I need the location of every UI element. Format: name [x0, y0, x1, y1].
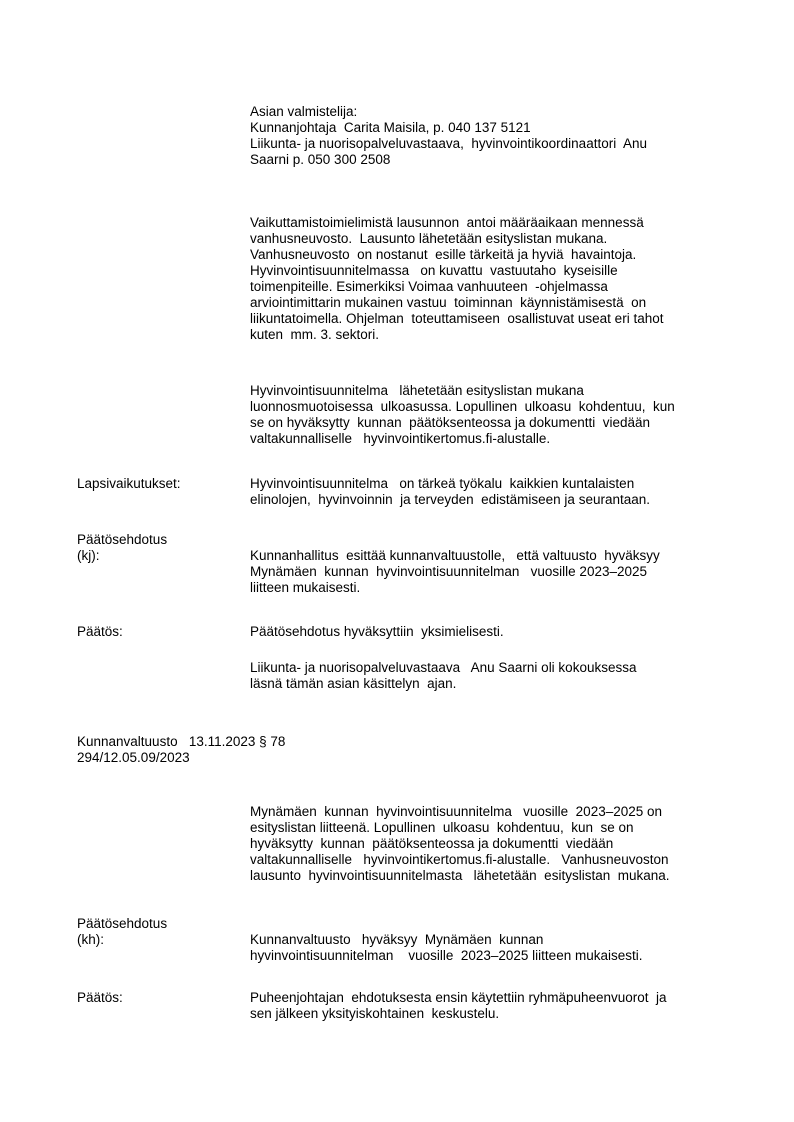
- paatos-kv-body: Puheenjohtajan ehdotuksesta ensin käytettiin ryhmäpuheenvuorot ja sen jälkeen yksityiskohtainen keskustelu.: [250, 990, 667, 1021]
- paatos-kh-body: Päätösehdotus hyväksyttiin yksimielisesti.: [250, 624, 504, 639]
- lapsivaikutukset-label: Lapsivaikutukset:: [77, 476, 181, 491]
- preparer-block: Asian valmistelija: Kunnanjohtaja Carita Maisila, p. 040 137 5121 Liikunta- ja nuorisopalveluvastaava, hyvinvointikoordinaattori Anu Saarni p. 050 300 2508: [250, 104, 647, 167]
- paatos-kh-label: Päätös:: [77, 624, 123, 639]
- valtuusto-heading: Kunnanvaltuusto 13.11.2023 § 78 294/12.05.09/2023: [77, 734, 286, 765]
- valtuusto-paragraph: Mynämäen kunnan hyvinvointisuunnitelma vuosille 2023–2025 on esityslistan liitteenä. Lopullinen ulkoasu kohdentuu, kun se on hyväksytty kunnan päätöksenteossa ja dokumentti viedään valtakunnalliselle hyvinvointikertomus.fi-alustalle. Vanhusneuvoston lausunto hyvinvointisuunnitelmasta lähetetään esityslistan mukana.: [250, 804, 670, 883]
- attendance-paragraph: Liikunta- ja nuorisopalveluvastaava Anu Saarni oli kokouksessa läsnä tämän asian käsittelyn ajan.: [250, 660, 637, 691]
- paatosehdotus-kj-label: Päätösehdotus (kj):: [77, 532, 168, 563]
- paatos-kv-label: Päätös:: [77, 990, 123, 1005]
- paatosehdotus-kh-label: Päätösehdotus (kh):: [77, 916, 168, 947]
- paatosehdotus-kh-body: Kunnanvaltuusto hyväksyy Mynämäen kunnan hyvinvointisuunnitelman vuosille 2023–2025 liitteen mukaisesti.: [250, 932, 643, 963]
- draft-layout-paragraph: Hyvinvointisuunnitelma lähetetään esityslistan mukana luonnosmuotoisessa ulkoasussa. Lopullinen ulkoasu kohdentuu, kun se on hyväksytty kunnan päätöksenteossa ja dokumentti viedään valtakunnalliselle hyvinvointikertomus.fi-alustalle.: [250, 383, 675, 446]
- lapsivaikutukset-body: Hyvinvointisuunnitelma on tärkeä työkalu kaikkien kuntalaisten elinolojen, hyvinvoinnin ja terveyden edistämiseen ja seurantaan.: [250, 476, 650, 507]
- statement-paragraph: Vaikuttamistoimielimistä lausunnon antoi määräaikaan mennessä vanhusneuvosto. Lausunto lähetetään esityslistan mukana. Vanhusneuvosto on nostanut esille tärkeitä ja hyviä havaintoja. Hyvinvointisuunnitelmassa on kuvattu vastuutaho kyseisille toimenpiteille. Esimerkiksi Voimaa vanhuuteen -ohjelmassa arviointimittarin mukainen vastuu toiminnan käynnistämisestä on liikuntatoimella. Ohjelman toteuttamiseen osallistuvat useat eri tahot kuten mm. 3. sektori.: [250, 215, 664, 342]
- paatosehdotus-kj-body: Kunnanhallitus esittää kunnanvaltuustolle, että valtuusto hyväksyy Mynämäen kunnan hyvinvointisuunnitelman vuosille 2023–2025 liitteen mukaisesti.: [250, 548, 660, 595]
